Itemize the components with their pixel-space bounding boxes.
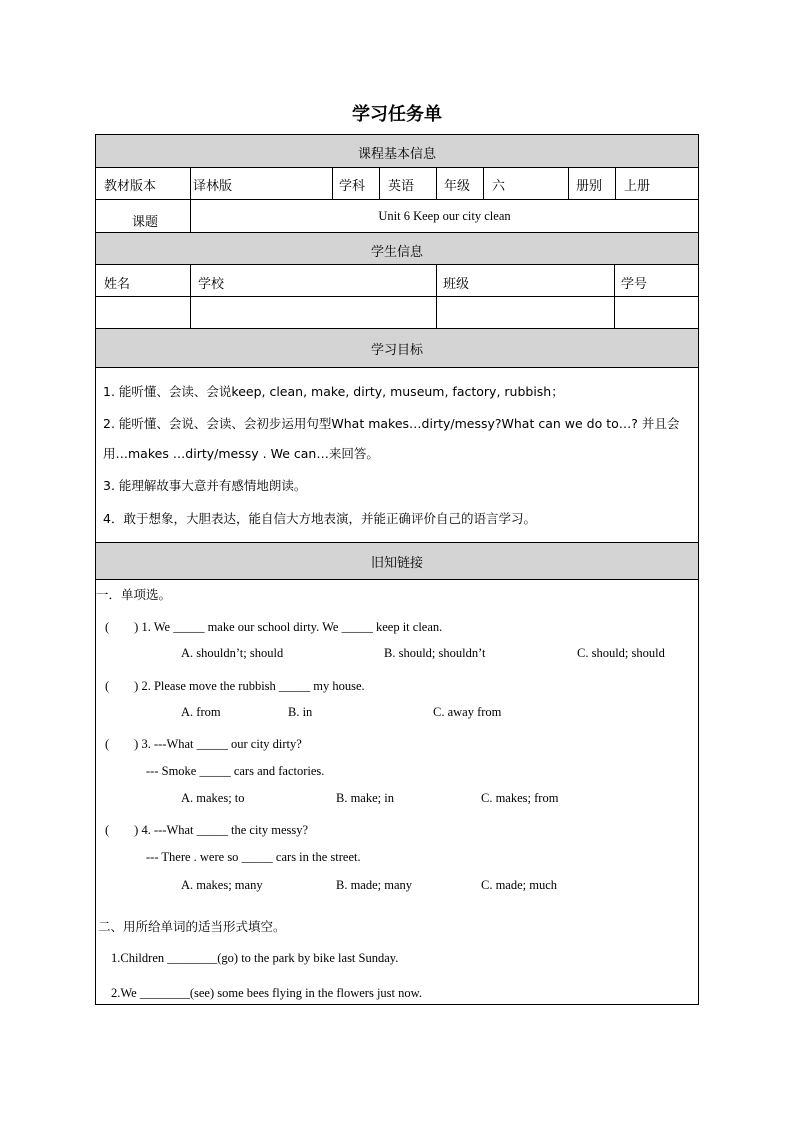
- divider: [332, 168, 333, 199]
- q2-option-c: C. away from: [433, 705, 502, 719]
- student-id-label: 学号: [621, 277, 648, 292]
- question-4: ( ) 4. ---What _____ the city messy?: [105, 823, 309, 837]
- review-header: 旧知链接: [370, 556, 423, 571]
- divider: [615, 168, 616, 199]
- subject-value: 英语: [388, 179, 415, 194]
- divider: [436, 168, 437, 199]
- divider: [96, 199, 698, 200]
- question-3: ( ) 3. ---What _____ our city dirty?: [105, 737, 302, 751]
- q2-option-a: A. from: [181, 705, 221, 719]
- page-title: 学习任务单: [352, 104, 442, 125]
- volume-value: 上册: [624, 179, 651, 194]
- subject-label: 学科: [339, 179, 366, 194]
- q2-option-b: B. in: [288, 705, 313, 719]
- grade-value: 六: [492, 179, 506, 194]
- grade-label: 年级: [444, 179, 471, 194]
- divider: [96, 579, 698, 580]
- q1-option-a: A. shouldn’t; should: [181, 646, 284, 660]
- objective-item: 用…makes …dirty/messy . We can…来回答。: [103, 446, 379, 461]
- objectives-header: 学习目标: [370, 343, 423, 358]
- objective-item: 3. 能理解故事大意并有感情地朗读。: [103, 478, 307, 493]
- divider: [568, 168, 569, 199]
- divider: [96, 367, 698, 368]
- section-title: 二、用所给单词的适当形式填空。: [98, 919, 286, 934]
- divider: [96, 167, 698, 168]
- divider: [483, 168, 484, 199]
- fill-in-2: 2.We ________(see) some bees flying in the flowers just now.: [111, 986, 422, 1000]
- class-label: 班级: [443, 277, 470, 292]
- divider: [96, 296, 698, 297]
- fill-in-1: 1.Children ________(go) to the park by bike last Sunday.: [111, 951, 399, 965]
- q1-option-b: B. should; shouldn’t: [384, 646, 486, 660]
- course-info-header: 课程基本信息: [357, 147, 436, 162]
- question-4-line-2: --- There . were so _____ cars in the street.: [146, 850, 361, 864]
- topic-label: 课题: [132, 215, 159, 230]
- divider: [96, 264, 698, 265]
- q4-option-c: C. made; much: [481, 878, 558, 892]
- student-info-header: 学生信息: [370, 245, 423, 260]
- objective-item: 4．敢于想象，大胆表达，能自信大方地表演，并能正确评价自己的语言学习。: [103, 511, 536, 526]
- q3-option-c: C. makes; from: [481, 791, 559, 805]
- q1-option-c: C. should; should: [577, 646, 665, 660]
- q4-option-a: A. makes; many: [181, 878, 263, 892]
- q3-option-b: B. make; in: [336, 791, 394, 805]
- topic-value: Unit 6 Keep our city clean: [378, 209, 511, 223]
- task-sheet-table: [95, 134, 699, 1005]
- textbook-value: 译林版: [193, 179, 233, 194]
- divider: [379, 168, 380, 199]
- name-label: 姓名: [104, 277, 131, 292]
- objective-item: 1. 能听懂、会读、会说keep, clean, make, dirty, museum, factory, rubbish；: [103, 384, 564, 399]
- q3-option-a: A. makes; to: [181, 791, 245, 805]
- section-title: 一．单项选。: [96, 587, 172, 602]
- volume-label: 册别: [576, 179, 603, 194]
- question-2: ( ) 2. Please move the rubbish _____ my house.: [105, 679, 365, 693]
- question-1: ( ) 1. We _____ make our school dirty. We _____ keep it clean.: [105, 620, 443, 634]
- school-label: 学校: [198, 277, 225, 292]
- textbook-label: 教材版本: [104, 179, 157, 194]
- q4-option-b: B. made; many: [336, 878, 413, 892]
- question-3-line-2: --- Smoke _____ cars and factories.: [146, 764, 325, 778]
- objective-item: 2. 能听懂、会说、会读、会初步运用句型What makes…dirty/messy?What can we do to…? 并且会: [103, 416, 680, 431]
